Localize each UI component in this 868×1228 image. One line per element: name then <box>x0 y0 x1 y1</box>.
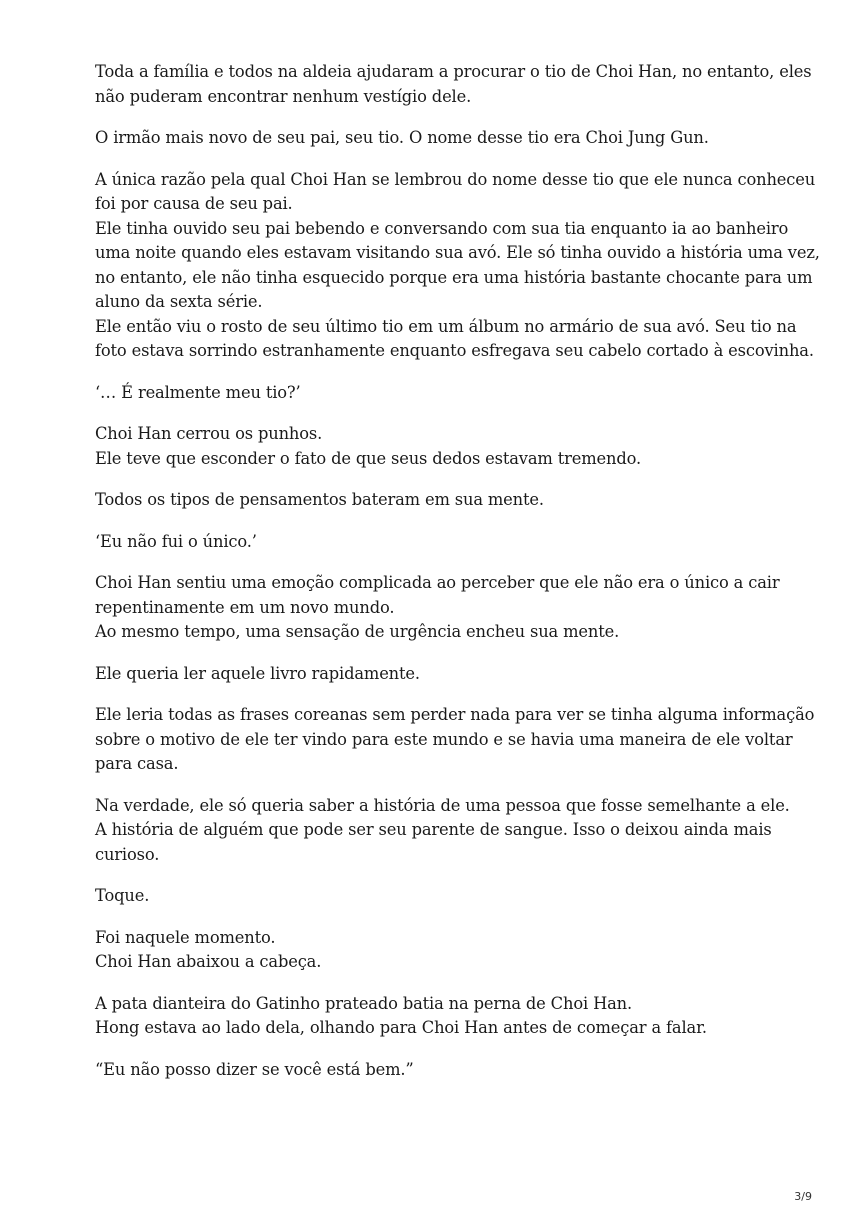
text-line: A história de alguém que pode ser seu parente de sangue. Isso o deixou ainda mais <box>95 820 772 839</box>
text-line: no entanto, ele não tinha esquecido porque era uma história bastante chocante para um <box>95 267 813 287</box>
text-line: Ele então viu o rosto de seu último tio em um álbum no armário de sua avó. Seu tio na <box>95 316 797 336</box>
text-line: Todos os tipos de pensamentos bateram em sua mente. <box>95 490 544 509</box>
text-line: Foi naquele momento. <box>95 927 276 947</box>
text-line: Ele teve que esconder o fato de que seus dedos estavam tremendo. <box>95 448 642 468</box>
paragraph <box>95 926 795 975</box>
text-line: uma noite quando eles estavam visitando sua avó. Ele só tinha ouvido a história uma vez, <box>95 243 820 262</box>
paragraph <box>95 422 795 471</box>
text-line: Ao mesmo tempo, uma sensação de urgência encheu sua mente. <box>95 622 620 641</box>
paragraph <box>95 1058 795 1083</box>
text-line: Choi Han sentiu uma emoção complicada ao perceber que ele não era o único a cair <box>95 573 780 592</box>
text-line: aluno da sexta série. <box>95 292 263 311</box>
paragraph <box>95 992 795 1041</box>
text-line: Na verdade, ele só queria saber a história de uma pessoa que fosse semelhante a ele. <box>95 795 790 815</box>
text-line: Choi Han cerrou os punhos. <box>95 424 323 443</box>
text-line: “Eu não posso dizer se você está bem.” <box>95 1059 414 1079</box>
text-line: Ele leria todas as frases coreanas sem perder nada para ver se tinha alguma informação <box>95 705 815 724</box>
paragraph <box>95 530 795 555</box>
text-line: para casa. <box>95 754 179 773</box>
paragraph <box>95 488 795 513</box>
text-line: foto estava sorrindo estranhamente enquanto esfregava seu cabelo cortado à escovinha. <box>95 341 814 360</box>
text-line: Choi Han abaixou a cabeça. <box>95 952 322 971</box>
text-line: A pata dianteira do Gatinho prateado batia na perna de Choi Han. <box>95 993 633 1013</box>
text-line: A única razão pela qual Choi Han se lembrou do nome desse tio que ele nunca conheceu <box>95 169 816 189</box>
paragraph <box>95 60 812 109</box>
document-body <box>95 60 820 1099</box>
paragraph <box>95 381 795 406</box>
text-line: ‘Eu não fui o único.’ <box>95 531 257 551</box>
text-line: Ele queria ler aquele livro rapidamente. <box>95 663 420 683</box>
text-line: não puderam encontrar nenhum vestígio dele. <box>95 86 472 106</box>
text-line: sobre o motivo de ele ter vindo para este mundo e se havia uma maneira de ele voltar <box>95 729 793 749</box>
text-line: curioso. <box>95 844 160 864</box>
paragraph <box>95 168 820 364</box>
text-line: Toque. <box>95 886 150 905</box>
text-line: O irmão mais novo de seu pai, seu tio. O nome desse tio era Choi Jung Gun. <box>95 128 709 147</box>
page-number: 3/9 <box>794 1190 812 1203</box>
paragraph <box>95 662 795 687</box>
text-line: Toda a família e todos na aldeia ajudaram a procurar o tio de Choi Han, no entanto, eles <box>95 62 812 81</box>
text-line: repentinamente em um novo mundo. <box>95 597 395 617</box>
paragraph <box>95 571 795 645</box>
text-line: foi por causa de seu pai. <box>95 194 293 213</box>
paragraph <box>95 884 795 909</box>
paragraph <box>95 794 795 868</box>
paragraph <box>95 126 795 151</box>
text-line: ‘… É realmente meu tio?’ <box>95 382 301 402</box>
text-line: Ele tinha ouvido seu pai bebendo e conversando com sua tia enquanto ia ao banheiro <box>95 218 789 238</box>
text-line: Hong estava ao lado dela, olhando para Choi Han antes de começar a falar. <box>95 1018 707 1037</box>
paragraph <box>95 703 815 777</box>
